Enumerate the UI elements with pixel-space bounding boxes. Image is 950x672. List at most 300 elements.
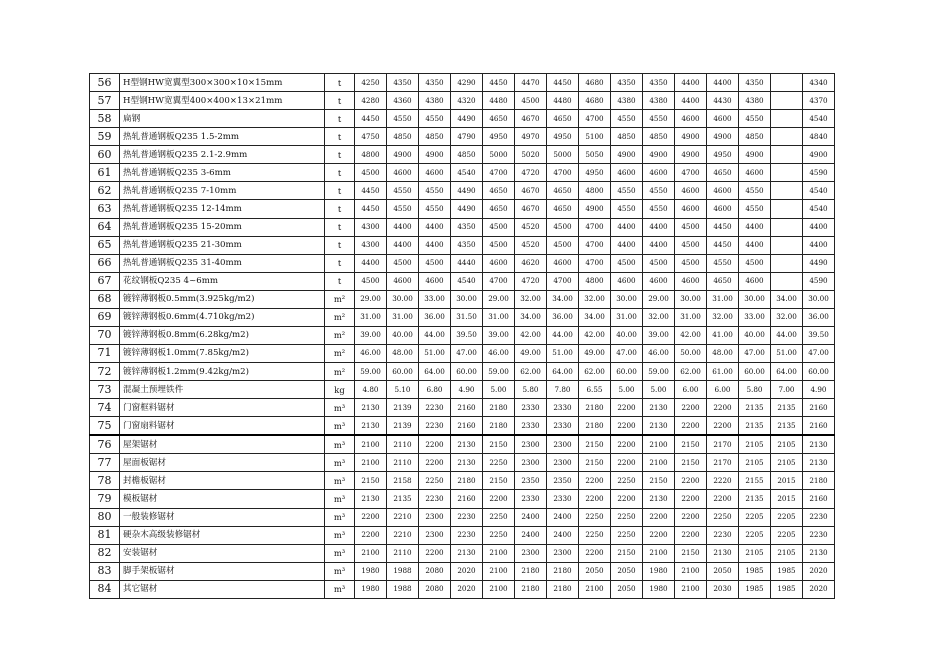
price-cell: 4600 (387, 272, 419, 290)
material-name: 热轧普通钢板Q235 12-14mm (120, 200, 325, 218)
price-cell: 32.00 (643, 308, 675, 326)
price-cell: 2330 (515, 417, 547, 436)
price-cell: 2230 (419, 399, 451, 417)
price-cell: 29.00 (643, 290, 675, 308)
unit: t (325, 110, 355, 128)
row-number: 80 (90, 508, 120, 526)
price-cell: 2200 (707, 399, 739, 417)
table-row (90, 472, 835, 490)
unit: m³ (325, 454, 355, 472)
price-cell: 2100 (675, 580, 707, 598)
price-cell: 4750 (355, 128, 387, 146)
price-cell: 4550 (387, 110, 419, 128)
price-cell: 4500 (483, 236, 515, 254)
price-cell: 4900 (707, 128, 739, 146)
price-cell: 4500 (355, 164, 387, 182)
price-cell: 4670 (515, 200, 547, 218)
price-cell: 2300 (547, 544, 579, 562)
price-cell: 2180 (483, 417, 515, 436)
price-cell: 33.00 (419, 290, 451, 308)
price-cell: 2150 (483, 472, 515, 490)
table-row (90, 381, 835, 399)
price-cell (771, 128, 803, 146)
price-cell: 4280 (355, 92, 387, 110)
price-cell: 59.00 (355, 363, 387, 381)
price-cell: 2200 (483, 490, 515, 508)
table-row (90, 272, 835, 290)
price-cell: 2150 (483, 435, 515, 454)
price-cell: 32.00 (579, 290, 611, 308)
price-cell: 4350 (643, 74, 675, 92)
price-cell: 4350 (451, 236, 483, 254)
table-row (90, 92, 835, 110)
price-cell: 62.00 (579, 363, 611, 381)
price-cell: 4500 (675, 254, 707, 272)
price-cell: 4550 (643, 182, 675, 200)
price-cell: 2130 (451, 435, 483, 454)
table-row (90, 200, 835, 218)
price-cell: 29.00 (483, 290, 515, 308)
price-cell: 47.00 (803, 344, 835, 362)
price-cell: 4550 (387, 200, 419, 218)
price-cell: 2250 (707, 508, 739, 526)
price-cell: 4380 (739, 92, 771, 110)
price-cell: 4250 (355, 74, 387, 92)
price-cell (771, 92, 803, 110)
price-cell: 31.00 (387, 308, 419, 326)
price-cell: 2300 (515, 435, 547, 454)
material-name: 屋架锯材 (120, 435, 325, 454)
price-cell: 4.90 (803, 381, 835, 399)
price-cell: 2200 (611, 490, 643, 508)
price-cell: 2135 (739, 490, 771, 508)
price-cell: 2110 (387, 454, 419, 472)
price-cell: 2200 (419, 544, 451, 562)
price-cell: 4550 (611, 110, 643, 128)
price-cell: 2100 (579, 580, 611, 598)
price-cell: 2300 (547, 454, 579, 472)
price-cell: 2200 (675, 399, 707, 417)
price-cell: 4600 (707, 182, 739, 200)
price-cell: 2200 (611, 417, 643, 436)
price-cell: 2230 (707, 526, 739, 544)
material-name: 门窗扇料锯材 (120, 417, 325, 436)
price-cell: 2200 (611, 454, 643, 472)
unit: t (325, 164, 355, 182)
price-cell: 2200 (675, 417, 707, 436)
price-cell: 5000 (483, 146, 515, 164)
price-cell: 4360 (387, 92, 419, 110)
price-cell: 4350 (739, 74, 771, 92)
material-name: H型钢HW宽翼型400×400×13×21mm (120, 92, 325, 110)
price-cell: 2150 (675, 544, 707, 562)
unit: t (325, 218, 355, 236)
price-cell: 4400 (675, 74, 707, 92)
price-cell: 4600 (675, 200, 707, 218)
price-cell: 4450 (707, 218, 739, 236)
price-cell: 44.00 (419, 326, 451, 344)
price-cell: 2300 (547, 435, 579, 454)
price-cell: 4550 (611, 182, 643, 200)
price-cell: 2200 (419, 435, 451, 454)
row-number: 56 (90, 74, 120, 92)
price-cell: 34.00 (579, 308, 611, 326)
price-cell: 4650 (483, 200, 515, 218)
price-cell: 2200 (611, 435, 643, 454)
price-cell: 5.00 (483, 381, 515, 399)
price-cell: 2250 (579, 508, 611, 526)
price-cell: 46.00 (483, 344, 515, 362)
price-cell: 31.00 (355, 308, 387, 326)
price-cell: 2150 (355, 472, 387, 490)
price-cell: 2200 (643, 526, 675, 544)
price-cell: 4900 (611, 146, 643, 164)
price-cell: 34.00 (515, 308, 547, 326)
price-cell: 2130 (803, 544, 835, 562)
price-cell: 42.00 (579, 326, 611, 344)
price-cell: 60.00 (611, 363, 643, 381)
material-name: 混凝土预埋铁件 (120, 381, 325, 399)
price-cell: 2200 (675, 472, 707, 490)
price-cell: 1980 (643, 580, 675, 598)
price-cell: 4700 (547, 164, 579, 182)
unit: m³ (325, 472, 355, 490)
table-row (90, 236, 835, 254)
price-cell: 2200 (355, 526, 387, 544)
price-cell: 2130 (707, 544, 739, 562)
price-cell: 4850 (611, 128, 643, 146)
price-cell: 2350 (515, 472, 547, 490)
price-cell: 4500 (675, 236, 707, 254)
price-cell: 2400 (547, 526, 579, 544)
price-cell: 2139 (387, 399, 419, 417)
price-cell: 2250 (611, 508, 643, 526)
price-cell: 2130 (355, 399, 387, 417)
price-cell: 60.00 (739, 363, 771, 381)
material-name: 一般装修锯材 (120, 508, 325, 526)
price-cell: 2170 (707, 454, 739, 472)
price-cell (771, 200, 803, 218)
row-number: 71 (90, 344, 120, 362)
material-name: 模板锯材 (120, 490, 325, 508)
price-cell: 6.55 (579, 381, 611, 399)
material-name: 热轧普通钢板Q235 3-6mm (120, 164, 325, 182)
price-cell: 2020 (803, 562, 835, 580)
material-name: 门窗框料锯材 (120, 399, 325, 417)
price-cell: 32.00 (707, 308, 739, 326)
price-cell: 4700 (579, 254, 611, 272)
price-cell: 5.00 (643, 381, 675, 399)
price-cell: 2230 (451, 508, 483, 526)
price-cell: 48.00 (707, 344, 739, 362)
price-cell: 4680 (579, 92, 611, 110)
unit: t (325, 146, 355, 164)
table-row (90, 254, 835, 272)
price-cell: 5100 (579, 128, 611, 146)
price-cell: 4950 (547, 128, 579, 146)
price-cell: 4520 (515, 218, 547, 236)
price-cell: 51.00 (771, 344, 803, 362)
price-cell: 4450 (355, 110, 387, 128)
price-cell: 2205 (771, 508, 803, 526)
row-number: 76 (90, 435, 120, 454)
price-cell: 4540 (803, 182, 835, 200)
price-cell: 4650 (707, 164, 739, 182)
unit: m² (325, 326, 355, 344)
row-number: 82 (90, 544, 120, 562)
price-cell: 4400 (643, 218, 675, 236)
price-cell: 2200 (675, 508, 707, 526)
price-cell: 6.00 (675, 381, 707, 399)
price-cell: 4500 (387, 254, 419, 272)
price-cell (771, 182, 803, 200)
price-cell: 30.00 (739, 290, 771, 308)
material-name: 镀锌薄钢板0.5mm(3.925kg/m2) (120, 290, 325, 308)
price-cell: 1988 (387, 562, 419, 580)
price-cell: 2130 (643, 417, 675, 436)
price-cell: 4600 (643, 272, 675, 290)
price-cell: 2300 (419, 526, 451, 544)
row-number: 58 (90, 110, 120, 128)
unit: m³ (325, 508, 355, 526)
price-cell: 42.00 (515, 326, 547, 344)
table-row (90, 508, 835, 526)
price-cell: 2200 (707, 490, 739, 508)
price-cell: 4600 (707, 200, 739, 218)
material-name: 镀锌薄钢板0.8mm(6.28kg/m2) (120, 326, 325, 344)
price-cell: 4600 (675, 110, 707, 128)
price-cell: 4300 (355, 218, 387, 236)
price-cell: 4600 (483, 254, 515, 272)
price-cell: 4320 (451, 92, 483, 110)
material-name: 封檐板锯材 (120, 472, 325, 490)
price-cell: 4440 (451, 254, 483, 272)
row-number: 79 (90, 490, 120, 508)
price-cell: 2400 (547, 508, 579, 526)
price-cell: 4600 (387, 164, 419, 182)
table-row (90, 182, 835, 200)
price-cell: 1985 (771, 562, 803, 580)
price-cell: 4550 (739, 110, 771, 128)
row-number: 83 (90, 562, 120, 580)
row-number: 81 (90, 526, 120, 544)
table-row (90, 308, 835, 326)
price-cell: 4600 (675, 272, 707, 290)
price-cell: 4400 (611, 236, 643, 254)
price-cell: 2330 (515, 490, 547, 508)
price-cell: 5.80 (515, 381, 547, 399)
price-cell: 4600 (675, 182, 707, 200)
price-cell: 64.00 (547, 363, 579, 381)
table-row (90, 218, 835, 236)
price-cell: 2105 (739, 435, 771, 454)
price-cell (771, 146, 803, 164)
price-cell: 2180 (803, 472, 835, 490)
price-cell: 40.00 (739, 326, 771, 344)
price-cell: 2180 (547, 580, 579, 598)
row-number: 74 (90, 399, 120, 417)
row-number: 63 (90, 200, 120, 218)
price-cell: 4380 (643, 92, 675, 110)
price-cell: 2135 (387, 490, 419, 508)
price-cell: 6.80 (419, 381, 451, 399)
price-cell: 4400 (419, 218, 451, 236)
price-cell: 4670 (515, 110, 547, 128)
price-cell: 2205 (739, 508, 771, 526)
price-cell: 2135 (739, 399, 771, 417)
unit: t (325, 128, 355, 146)
price-cell: 1988 (387, 580, 419, 598)
price-cell: 4600 (739, 272, 771, 290)
price-cell: 4900 (643, 146, 675, 164)
price-cell: 4480 (483, 92, 515, 110)
price-cell: 31.00 (483, 308, 515, 326)
price-cell: 40.00 (387, 326, 419, 344)
material-name: 花纹钢板Q235 4~6mm (120, 272, 325, 290)
price-cell: 59.00 (483, 363, 515, 381)
price-cell: 5.10 (387, 381, 419, 399)
price-cell: 4550 (707, 254, 739, 272)
table-row (90, 326, 835, 344)
price-cell: 1980 (355, 580, 387, 598)
price-cell: 4700 (579, 236, 611, 254)
price-cell: 40.00 (611, 326, 643, 344)
price-cell: 4850 (451, 146, 483, 164)
price-cell: 2230 (803, 526, 835, 544)
price-cell: 30.00 (387, 290, 419, 308)
table-row (90, 344, 835, 362)
table-row (90, 526, 835, 544)
price-cell: 2110 (387, 544, 419, 562)
table-row (90, 399, 835, 417)
price-cell: 4400 (387, 236, 419, 254)
price-cell: 4350 (451, 218, 483, 236)
price-cell: 2180 (515, 580, 547, 598)
price-cell: 60.00 (387, 363, 419, 381)
price-cell: 39.00 (643, 326, 675, 344)
price-cell: 64.00 (419, 363, 451, 381)
price-cell: 2180 (547, 562, 579, 580)
table-row (90, 128, 835, 146)
price-cell: 31.00 (707, 290, 739, 308)
price-cell: 1985 (771, 580, 803, 598)
price-cell: 36.00 (547, 308, 579, 326)
price-cell: 47.00 (611, 344, 643, 362)
unit: m³ (325, 490, 355, 508)
row-number: 61 (90, 164, 120, 182)
material-name: 屋面板锯材 (120, 454, 325, 472)
price-cell: 2230 (451, 526, 483, 544)
price-cell: 4500 (355, 272, 387, 290)
price-cell: 7.80 (547, 381, 579, 399)
price-cell: 41.00 (707, 326, 739, 344)
price-cell: 6.00 (707, 381, 739, 399)
price-cell: 4970 (515, 128, 547, 146)
price-cell: 2050 (611, 562, 643, 580)
price-cell: 2105 (771, 454, 803, 472)
price-cell: 46.00 (355, 344, 387, 362)
price-cell: 4550 (611, 200, 643, 218)
price-cell: 29.00 (355, 290, 387, 308)
material-name: 热轧普通钢板Q235 1.5-2mm (120, 128, 325, 146)
price-cell: 2100 (483, 544, 515, 562)
price-cell: 39.00 (483, 326, 515, 344)
price-cell: 4650 (483, 182, 515, 200)
row-number: 59 (90, 128, 120, 146)
material-name: 其它锯材 (120, 580, 325, 598)
price-cell: 2160 (803, 399, 835, 417)
price-cell: 30.00 (611, 290, 643, 308)
price-cell: 2200 (579, 490, 611, 508)
material-name: 热轧普通钢板Q235 31-40mm (120, 254, 325, 272)
price-cell: 2230 (419, 417, 451, 436)
row-number: 72 (90, 363, 120, 381)
price-cell: 44.00 (771, 326, 803, 344)
price-cell: 2180 (579, 399, 611, 417)
price-cell: 2150 (579, 454, 611, 472)
price-cell: 4600 (611, 272, 643, 290)
unit: t (325, 74, 355, 92)
price-cell: 4540 (451, 164, 483, 182)
price-cell: 2300 (515, 544, 547, 562)
price-cell: 2105 (771, 544, 803, 562)
price-cell: 4700 (579, 110, 611, 128)
price-cell: 2110 (387, 435, 419, 454)
price-cell: 4840 (803, 128, 835, 146)
price-cell: 2330 (547, 399, 579, 417)
price-cell: 2330 (515, 399, 547, 417)
price-cell: 2200 (355, 508, 387, 526)
price-table (89, 73, 835, 599)
row-number: 69 (90, 308, 120, 326)
material-name: 硬杂木高级装修锯材 (120, 526, 325, 544)
price-cell: 4500 (739, 254, 771, 272)
price-cell: 4400 (611, 218, 643, 236)
price-cell: 2050 (707, 562, 739, 580)
price-cell: 4500 (675, 218, 707, 236)
price-cell: 49.00 (579, 344, 611, 362)
price-cell: 4600 (643, 164, 675, 182)
unit: m³ (325, 562, 355, 580)
price-cell: 4600 (739, 164, 771, 182)
price-cell: 2330 (547, 490, 579, 508)
price-cell: 4700 (547, 272, 579, 290)
price-cell: 2170 (707, 435, 739, 454)
price-cell: 4850 (739, 128, 771, 146)
price-cell: 4680 (579, 74, 611, 92)
price-cell: 49.00 (515, 344, 547, 362)
price-cell: 4790 (451, 128, 483, 146)
price-cell: 2250 (611, 472, 643, 490)
table-row (90, 146, 835, 164)
row-number: 75 (90, 417, 120, 436)
price-cell: 4400 (803, 218, 835, 236)
price-cell: 2250 (611, 526, 643, 544)
price-cell: 2020 (451, 562, 483, 580)
unit: t (325, 236, 355, 254)
price-cell: 4900 (579, 200, 611, 218)
price-cell: 4500 (611, 254, 643, 272)
price-cell: 44.00 (547, 326, 579, 344)
price-cell: 2080 (419, 562, 451, 580)
price-cell: 2130 (803, 435, 835, 454)
price-cell: 2150 (579, 435, 611, 454)
unit: m³ (325, 580, 355, 598)
price-cell: 4900 (675, 146, 707, 164)
price-cell: 2400 (515, 526, 547, 544)
price-cell: 2180 (579, 417, 611, 436)
price-cell: 4400 (419, 236, 451, 254)
